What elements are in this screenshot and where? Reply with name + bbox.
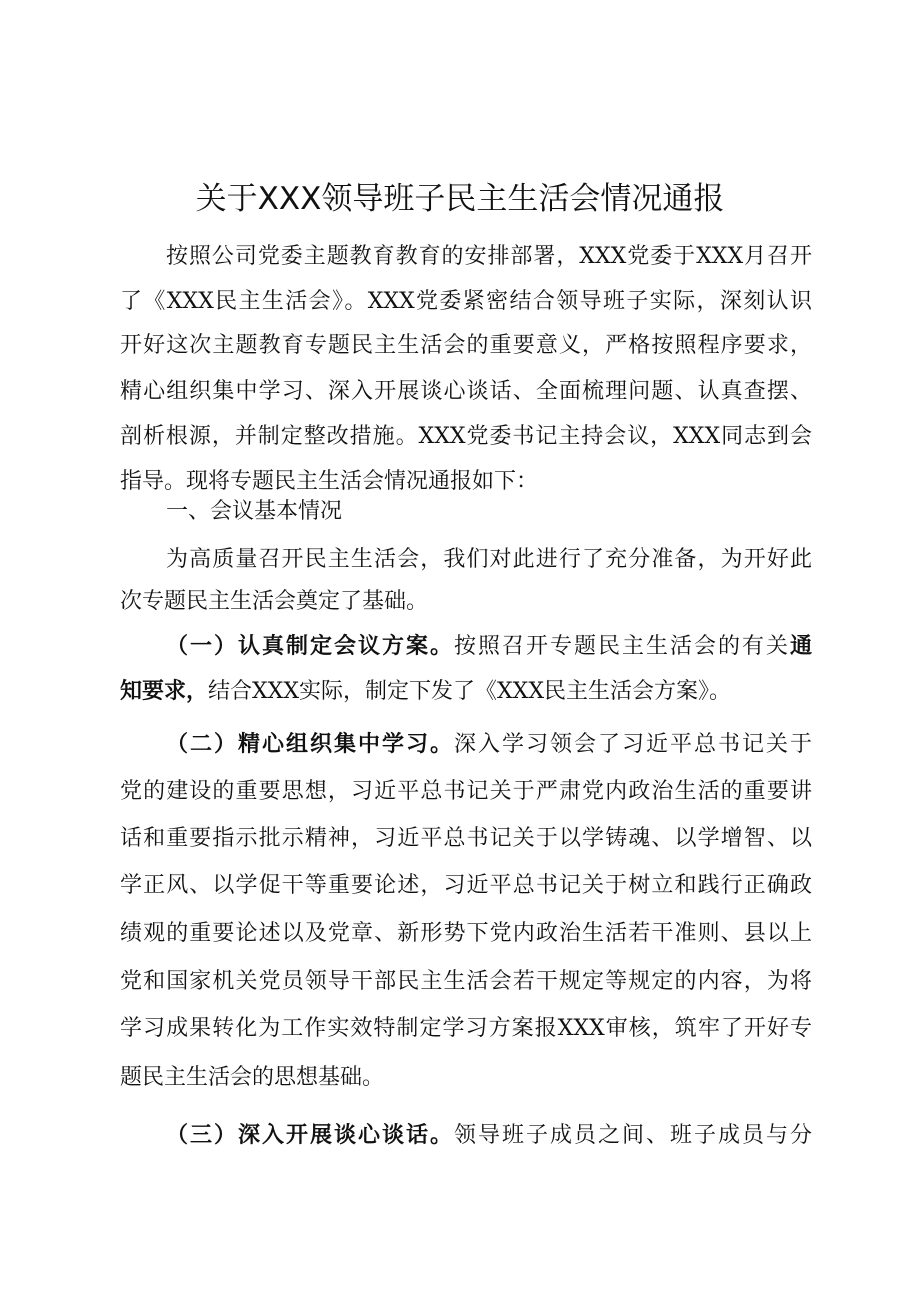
item2-line-4: 学正风、以学促干等重要论述，习近平总书记关于树立和践行正确政 — [120, 873, 812, 898]
document-title: 关于XXX领导班子民主生活会情况通报 — [195, 181, 725, 217]
item1-lead: （一）认真制定会议方案。 — [166, 634, 454, 659]
item2-line-7: 学习成果转化为工作实效特制定学习方案报XXX审核，筑牢了开好专 — [120, 1016, 812, 1041]
section-heading-basic-info: 一、会议基本情况 — [166, 499, 343, 524]
item2-line-2: 党的建设的重要思想，习近平总书记关于严肃党内政治生活的重要讲 — [120, 779, 812, 804]
item3-line-1 — [166, 1114, 812, 1158]
intro-line-2: 了《XXX民主生活会》。XXX党委紧密结合领导班子实际，深刻认识 — [120, 289, 812, 314]
intro-line-4: 精心组织集中学习、深入开展谈心谈话、全面梳理问题、认真查摆、 — [120, 379, 812, 404]
item3-lead: （三）深入开展谈心谈话。 — [166, 1123, 454, 1148]
item1-bold-tail: 通 — [789, 634, 812, 659]
item2-lead: （二）精心组织集中学习。 — [166, 732, 454, 757]
section1-line-2: 次专题民主生活会奠定了基础。 — [120, 589, 429, 614]
item2-line-1 — [166, 723, 812, 767]
item2-line-8: 题民主生活会的思想基础。 — [120, 1065, 385, 1090]
item1-text-2: 结合XXX实际，制定下发了《XXX民主生活会方案》。 — [208, 679, 731, 704]
section1-line-1: 为高质量召开民主生活会，我们对此进行了充分准备，为开好此 — [166, 547, 812, 572]
item2-line-5: 绩观的重要论述以及党章、新形势下党内政治生活若干准则、县以上 — [120, 921, 812, 946]
intro-line-6: 指导。现将专题民主生活会情况通报如下： — [120, 469, 539, 494]
item1-line-2 — [120, 670, 812, 714]
item2-text: 深入学习领会了习近平总书记关于 — [454, 732, 812, 757]
item1-line-1 — [166, 625, 812, 669]
item1-bold-head: 知要求， — [120, 679, 209, 704]
item2-line-3: 话和重要指示批示精神，习近平总书记关于以学铸魂、以学增智、以 — [120, 826, 812, 851]
item1-text: 按照召开专题民主生活会的有关 — [453, 634, 790, 659]
intro-line-1: 按照公司党委主题教育教育的安排部署，XXX党委于XXX月召开 — [166, 244, 812, 269]
intro-line-3: 开好这次主题教育专题民主生活会的重要意义，严格按照程序要求， — [120, 333, 812, 358]
item3-text: 领导班子成员之间、班子成员与分 — [454, 1123, 812, 1148]
intro-line-5: 剖析根源，并制定整改措施。XXX党委书记主持会议，XXX同志到会 — [120, 424, 812, 449]
item2-line-6: 党和国家机关党员领导干部民主生活会若干规定等规定的内容，为将 — [120, 969, 812, 994]
